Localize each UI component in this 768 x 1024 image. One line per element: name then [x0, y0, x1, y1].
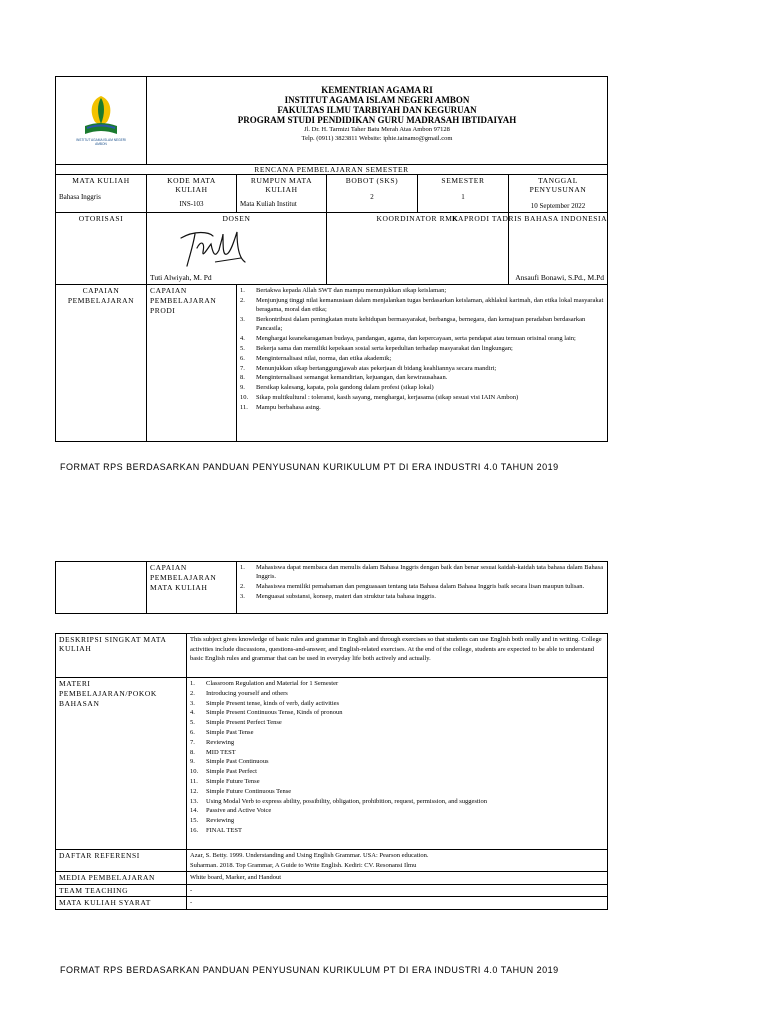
item-text: Mampu berbahasa asing. — [256, 403, 321, 411]
cpl-sub-label: CAPAIAN PEMBELAJARAN PRODI — [150, 286, 217, 315]
item-number: 10. — [240, 393, 249, 401]
list-item — [190, 708, 604, 717]
list-item — [190, 679, 604, 688]
item-text: Simple Present Continuous Tense, Kinds of pronoun — [206, 709, 343, 717]
item-text: FINAL TEST — [206, 826, 242, 834]
kaprodi-name: Ansaufi Bonawi, S.Pd., M.Pd — [515, 273, 605, 282]
list-item — [240, 286, 604, 295]
materials-label-cell — [56, 678, 187, 850]
item-text: Bekerja sama dan memiliki kepekaan sosial serta kepedulian terhadap masyarakat dan lingkungan; — [256, 345, 513, 352]
item-number: 11. — [190, 777, 198, 785]
item-text: Menginternalisasi nilai, norma, dan etika akademik; — [256, 354, 392, 362]
list-item — [240, 364, 604, 373]
references-label-cell — [56, 850, 187, 872]
item-text: Simple Past Tense — [206, 728, 254, 736]
cpmk-label-cell — [147, 562, 237, 614]
list-item — [190, 777, 604, 786]
contact-line: Telp. (0911) 3823811 Website: iphie.iainamo@gmail.com — [301, 135, 453, 142]
item-number: 7. — [190, 738, 195, 746]
cpl-label-cell — [56, 285, 147, 442]
list-item — [190, 826, 604, 835]
references-cell — [187, 850, 608, 872]
svg-text:INSTITUT AGAMA ISLAM NEGERI: INSTITUT AGAMA ISLAM NEGERI — [76, 138, 126, 142]
list-item — [240, 383, 604, 392]
course-col-credits — [327, 175, 418, 213]
list-item — [190, 718, 604, 727]
course-name-label: MATA KULIAH — [72, 176, 130, 185]
logo-cell — [56, 77, 147, 165]
media-label-cell — [56, 872, 187, 885]
item-text: Simple Present tense, kinds of verb, daily activities — [206, 699, 340, 707]
course-semester-value: 1 — [461, 193, 465, 201]
list-item — [240, 296, 604, 315]
list-item — [240, 592, 604, 601]
rps-title: RENCANA PEMBELAJARAN SEMESTER — [56, 165, 608, 175]
footer-note: FORMAT RPS BERDASARKAN PANDUAN PENYUSUNAN KURIKULUM PT DI ERA INDUSTRI 4.0 TAHUN 2019 — [60, 462, 559, 472]
list-item — [240, 354, 604, 363]
authorization-label: OTORISASI — [78, 214, 124, 223]
course-col-semester — [418, 175, 509, 213]
item-text: Mahasiswa dapat membaca dan menulis dalam Bahasa Inggris dengan baik dan benar sesuai kaidah-kaidah tata bahasa dalam Bahasa Inggris. — [256, 564, 604, 581]
reference-item: Suharman. 2018. Top Grammar, A Guide to Write English. Kediri: CV. Resonansi Ilmu — [190, 861, 417, 869]
dosen-name: Tuti Alwiyah, M. Pd — [150, 273, 212, 282]
lecturer-signature-icon — [175, 224, 255, 272]
item-text: Simple Future Continuous Tense — [206, 787, 292, 795]
item-text: Menunjukkan sikap bertanggungjawab atas pekerjaan di bidang keahliannya secara mandiri; — [256, 364, 497, 372]
item-number: 7. — [240, 364, 245, 372]
cpl-items-cell — [237, 285, 608, 442]
cpmk-empty-cell — [56, 562, 147, 614]
item-number: 6. — [190, 728, 195, 736]
dosen-cell — [147, 213, 327, 285]
course-col-code — [147, 175, 237, 213]
description-text: This subject gives knowledge of basic rules and grammar in English and through exercises so that students can use English both orally and in writing. College activities include discussions, questions-and-answer, and English-related exercises. At the end of the college, students are expected to be able to understand basic English rules and grammar that can be used in everyday life both actively and actually. — [190, 636, 602, 662]
list-item — [240, 393, 604, 402]
item-number: 3. — [240, 316, 245, 323]
koordinator-cell — [327, 213, 509, 285]
authorization-label-cell — [56, 213, 147, 285]
item-number: 4. — [240, 335, 245, 343]
course-code-label: KODE MATA KULIAH — [167, 176, 216, 194]
item-number: 2. — [190, 689, 195, 697]
koordinator-label: KOORDINATOR RMK — [376, 214, 459, 223]
course-date-value: 10 September 2022 — [530, 202, 586, 210]
rps-header-table — [55, 76, 608, 442]
item-number: 1. — [240, 564, 245, 571]
media-cell — [187, 872, 608, 885]
item-number: 14. — [190, 807, 199, 815]
item-number: 1. — [240, 287, 245, 294]
cpmk-list — [240, 563, 604, 601]
svg-text:AMBON: AMBON — [95, 142, 107, 146]
course-date-label: TANGGAL PENYUSUNAN — [529, 176, 587, 194]
team-cell — [187, 884, 608, 897]
course-col-cluster — [237, 175, 327, 213]
list-item — [190, 806, 604, 815]
cpl-list — [240, 286, 604, 412]
item-text: Berkontribusi dalam peningkatan mutu kehidupan bermasyarakat, berbangsa, bernegara, dan kemajuan peradaban berdasarkan Pancasila; — [256, 316, 586, 333]
dosen-label: DOSEN — [222, 214, 251, 223]
item-text: Mahasiswa memiliki pemahaman dan penguasaan tentang tata Bahasa dalam Bahasa Inggris baik secara lisan maupun tulisan. — [256, 583, 585, 591]
list-item — [240, 344, 604, 353]
list-item — [190, 748, 604, 757]
materials-label: MATERI PEMBELAJARAN/POKOK BAHASAN — [59, 679, 157, 708]
reference-item: Azar, S. Betty. 1999. Understanding and Using English Grammar. USA: Pearson education. — [190, 852, 429, 859]
prereq-label: MATA KULIAH SYARAT — [59, 898, 151, 907]
media-value: White board, Marker, and Handout — [190, 874, 282, 881]
item-text: Reviewing — [206, 738, 235, 746]
item-number: 8. — [190, 748, 195, 756]
course-name-value: Bahasa Inggris — [59, 193, 101, 201]
cpmk-table — [55, 561, 608, 614]
item-text: MID TEST — [206, 748, 236, 756]
course-col-date — [509, 175, 608, 213]
kaprodi-label: KAPRODI TADRIS BAHASA INDONESIA — [452, 214, 608, 223]
item-text: Classroom Regulation and Material for 1 Semester — [206, 680, 339, 687]
item-text: Reviewing — [206, 817, 235, 825]
ministry-name: KEMENTRIAN AGAMA RI — [321, 85, 433, 95]
cpmk-items-cell — [237, 562, 608, 614]
course-cluster-value: Mata Kuliah Institut — [240, 200, 297, 208]
list-item — [190, 797, 604, 806]
footer-note: FORMAT RPS BERDASARKAN PANDUAN PENYUSUNAN KURIKULUM PT DI ERA INDUSTRI 4.0 TAHUN 2019 — [60, 965, 559, 975]
item-number: 2. — [240, 583, 245, 591]
team-label-cell — [56, 884, 187, 897]
item-text: Bertakwa kepada Allah SWT dan mampu menunjukkan sikap keislaman; — [256, 287, 447, 294]
item-text: Bersikap kalesang, kapata, pola gandong dalam profesi (sikap lokal) — [256, 384, 434, 392]
cpl-label: CAPAIAN PEMBELAJARAN — [67, 286, 135, 305]
prereq-value: - — [190, 899, 193, 906]
item-number: 13. — [190, 797, 199, 805]
course-code-value: INS-103 — [179, 200, 204, 208]
item-text: Simple Present Perfect Tense — [206, 719, 282, 727]
course-cluster-label: RUMPUN MATA KULIAH — [250, 176, 313, 194]
team-label: TEAM TEACHING — [59, 885, 129, 895]
institution-header — [147, 77, 608, 165]
faculty-name: FAKULTAS ILMU TARBIYAH DAN KEGURUAN — [277, 105, 477, 115]
item-text: Simple Past Continuous — [206, 758, 269, 766]
list-item — [240, 315, 604, 334]
list-item — [240, 403, 604, 412]
item-number: 5. — [240, 345, 245, 352]
materials-list — [190, 679, 604, 835]
item-number: 3. — [190, 699, 195, 707]
item-text: Simple Past Perfect — [206, 768, 257, 776]
item-number: 8. — [240, 374, 245, 382]
team-value: - — [190, 886, 193, 894]
item-text: Passive and Active Voice — [206, 807, 272, 815]
item-text: Simple Future Tense — [206, 777, 260, 785]
cpmk-label: CAPAIAN PEMBELAJARAN MATA KULIAH — [150, 563, 217, 592]
kaprodi-cell — [452, 213, 608, 285]
item-number: 1. — [190, 680, 195, 687]
prereq-label-cell — [56, 897, 187, 910]
item-text: Menjunjung tinggi nilai kemanusiaan dalam menjalankan tugas berdasarkan keislaman, akhlakul karimah, dan etika lokal masyarakat beragama, moral dan etika; — [256, 296, 604, 314]
list-item — [190, 787, 604, 796]
prereq-cell — [187, 897, 608, 910]
item-text: Menghargai keanekaragaman budaya, pandangan, agama, dan kepercayaan, serta pendapat atau temuan orisinal orang lain; — [256, 335, 576, 343]
institute-name: INSTITUT AGAMA ISLAM NEGERI AMBON — [284, 95, 470, 105]
course-description-table — [55, 633, 608, 910]
description-text-cell — [187, 634, 608, 678]
list-item — [240, 582, 604, 591]
item-number: 4. — [190, 709, 195, 717]
list-item — [190, 699, 604, 708]
course-credits-value: 2 — [370, 193, 374, 201]
list-item — [190, 757, 604, 766]
item-number: 3. — [240, 593, 245, 600]
item-number: 16. — [190, 826, 199, 834]
item-text: Menginternalisasi semangat kemandirian, kejuangan, dan kewirausahaan. — [256, 374, 448, 382]
program-name: PROGRAM STUDI PENDIDIKAN GURU MADRASAH IBTIDAIYAH — [237, 115, 517, 125]
item-number: 12. — [190, 787, 199, 795]
course-semester-label: SEMESTER — [441, 176, 485, 185]
item-number: 6. — [240, 354, 245, 362]
list-item — [190, 738, 604, 747]
list-item — [190, 767, 604, 776]
list-item — [240, 334, 604, 343]
item-number: 15. — [190, 817, 199, 825]
item-text: Introducing yourself and others — [206, 689, 288, 697]
cpl-sub-label-cell — [147, 285, 237, 442]
item-text: Sikap multikultural : toleransi, kasih sayang, menghargai, kerjasama (sikap sesuai visi IAIN Ambon) — [256, 393, 519, 401]
item-number: 11. — [240, 403, 248, 411]
list-item — [240, 563, 604, 582]
description-label-cell — [56, 634, 187, 678]
address-line: Jl. Dr. H. Tarmizi Taher Batu Merah Atas Ambon 97128 — [304, 126, 450, 133]
item-text: Using Modal Verb to express ability, possibility, obligation, prohibition, request, permission, and suggestion — [206, 797, 488, 805]
references-label: DAFTAR REFERENSI — [59, 851, 140, 860]
item-number: 10. — [190, 768, 199, 776]
course-col-name — [56, 175, 147, 213]
item-text: Menguasai substansi, konsep, materi dan struktur tata bahasa inggris. — [256, 593, 436, 600]
item-number: 9. — [240, 384, 245, 392]
university-logo-icon — [76, 90, 126, 146]
item-number: 5. — [190, 719, 195, 727]
list-item — [190, 689, 604, 698]
list-item — [190, 728, 604, 737]
item-number: 9. — [190, 758, 195, 766]
list-item — [240, 373, 604, 382]
list-item — [190, 816, 604, 825]
media-label: MEDIA PEMBELAJARAN — [59, 873, 156, 882]
course-credits-label: BOBOT (SKS) — [345, 176, 399, 185]
description-label: DESKRIPSI SINGKAT MATA KULIAH — [59, 635, 167, 653]
item-number: 2. — [240, 296, 245, 304]
materials-items-cell — [187, 678, 608, 850]
